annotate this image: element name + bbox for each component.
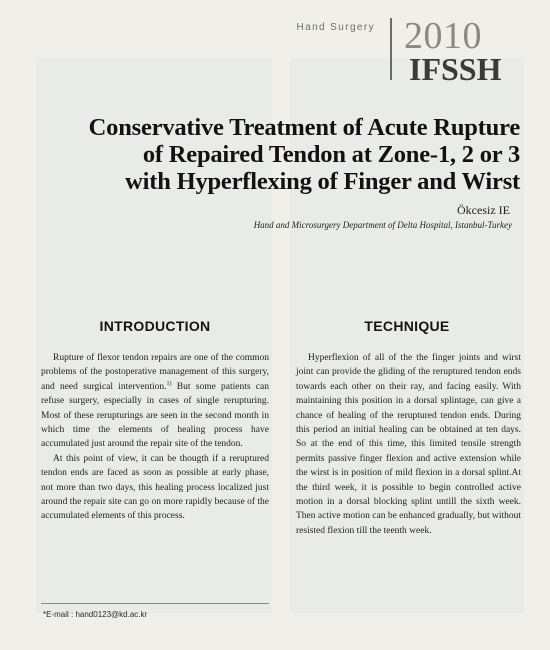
introduction-column <box>41 351 269 524</box>
technique-paragraph-1: Hyperflexion of all of the the finger joints and wirst joint can provide the gliding of the reruptured tendon ends towards each other on their ray, and facing easily. With maintaining this position in a dorsal splintage, can give a chance of healing of the reruptured tendon ends. During this period an initial healing can be obtained at ten days. So at the end of this time, this limited tensile strength permits passive finger flexion and active extension while the wirst is in position of mild flexion in a dorsal splint.At the third week, it is possible to begin controlled active motion in a dorsal blocking splint untill the sixth week. Then active motion can be enhanced gradually, but without resisted flexion till the teenth week. <box>296 353 521 536</box>
introduction-paragraph-1 <box>41 351 269 452</box>
author-affiliation: Hand and Microsurgery Department of Delta Hospital, Istanbul-Turkey <box>253 220 512 230</box>
header-divider <box>390 18 392 80</box>
introduction-heading: INTRODUCTION <box>99 318 211 334</box>
author-name: Ökcesiz IE <box>457 203 510 217</box>
introduction-p1-text-cont: But some patients can refuse surgery, especially in cases of single rerupturing. Most of these rerupturings are seen in the second month in which time the elements of healing process have accumulated just around the repair site of the tendon. <box>41 381 269 450</box>
header-year: 2010 <box>404 15 482 57</box>
header-org: IFSSH <box>409 51 502 87</box>
reference-marker: 1) <box>166 380 172 387</box>
article-title <box>20 114 520 195</box>
title-line: with Hyperflexing of Finger and Wirst <box>125 168 520 195</box>
introduction-paragraph-2: At this point of view, it can be thougth if a reruptured tendon ends are faced as soon as possible at early phase, not more than two days, this healing process localized just around the repair site can go on more rapidly because of the accumulated elements of this process. <box>41 453 269 522</box>
footnote-divider <box>41 603 269 604</box>
title-line: Conservative Treatment of Acute Rupture <box>88 114 520 141</box>
technique-heading: TECHNIQUE <box>364 318 450 334</box>
journal-section-label: Hand Surgery <box>296 22 375 33</box>
technique-column <box>296 351 521 538</box>
footnote-email: *E-mail : hand0123@kd.ac.kr <box>43 610 148 619</box>
title-line: of Repaired Tendon at Zone-1, 2 or 3 <box>142 141 520 168</box>
introduction-p1-text: Rupture of flexor tendon repairs are one of the common problems of the postoperative management of this surgery, and need surgical intervention. <box>41 353 269 392</box>
